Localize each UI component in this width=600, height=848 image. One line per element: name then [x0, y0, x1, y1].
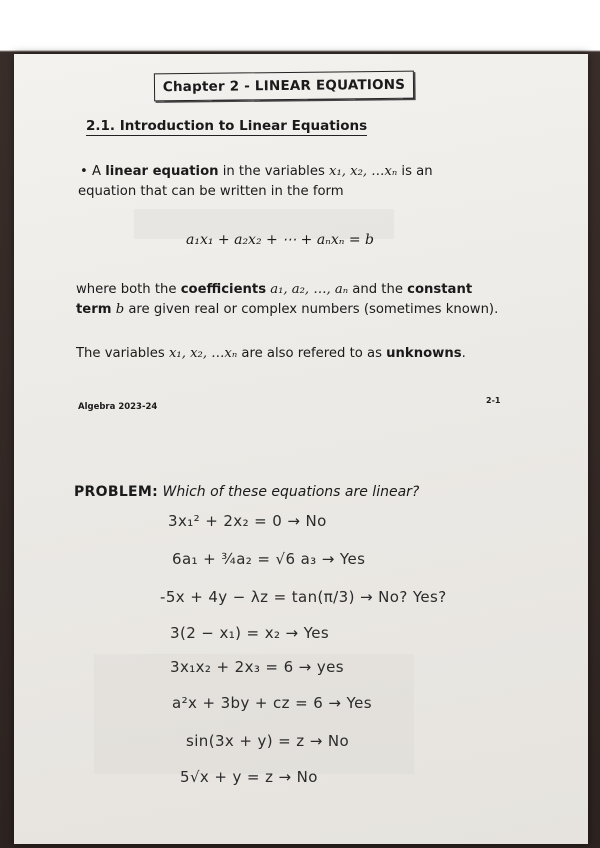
- chapter-title: Chapter 2 - LINEAR EQUATIONS: [154, 71, 414, 102]
- section-title: 2.1. Introduction to Linear Equations: [86, 118, 368, 134]
- definition-post: is an: [397, 164, 433, 179]
- coefficients-line-1: [76, 280, 472, 300]
- handwritten-answer-7: sin(3x + y) = z → No: [186, 732, 350, 750]
- coefficients-line-2: [76, 300, 498, 320]
- unknowns-pre: The variables: [76, 346, 169, 361]
- handwritten-answer-8: 5√x + y = z → No: [180, 768, 318, 786]
- definition-mid: in the variables: [218, 164, 330, 179]
- unknowns-line: [76, 344, 466, 364]
- coefficient-vars: a₁, a₂, …, aₙ: [266, 282, 349, 297]
- handwritten-answer-2: 6a₁ + ¾a₂ = √6 a₃ → Yes: [172, 550, 366, 568]
- handwritten-answer-1: 3x₁² + 2x₂ = 0 → No: [168, 512, 327, 530]
- coefficients-pre: where both the: [76, 282, 181, 297]
- bullet: •: [80, 164, 88, 179]
- handwritten-answer-4: 3(2 − x₁) = x₂ → Yes: [170, 624, 330, 642]
- term-unknowns: unknowns: [386, 346, 462, 361]
- coefficients-mid: and the: [348, 282, 408, 297]
- handwritten-answer-5: 3x₁x₂ + 2x₃ = 6 → yes: [170, 658, 344, 676]
- paper-sheet: [14, 54, 588, 844]
- problem-heading: [74, 484, 419, 500]
- variables: x₁, x₂, …xₙ: [329, 164, 398, 179]
- definition-line-2: equation that can be written in the form: [78, 184, 344, 199]
- unknowns-vars: x₁, x₂, …xₙ: [168, 346, 238, 361]
- problem-label: PROBLEM:: [74, 484, 159, 500]
- coefficients-rest: are given real or complex numbers (sometimes known).: [124, 302, 499, 317]
- definition-line-1: [80, 162, 433, 182]
- unknowns-post: .: [461, 346, 466, 361]
- problem-question: Which of these equations are linear?: [162, 484, 420, 500]
- footer-page-number: 2-1: [486, 396, 501, 405]
- definition-pre: A: [91, 164, 106, 179]
- linear-equation-formula: a₁x₁ + a₂x₂ + ⋯ + aₙxₙ = b: [186, 232, 375, 248]
- term-coefficients: coefficients: [180, 282, 267, 297]
- footer-course: Algebra 2023-24: [78, 402, 158, 412]
- handwritten-answer-6: a²x + 3by + cz = 6 → Yes: [172, 694, 372, 712]
- constant-var: b: [111, 302, 125, 317]
- term-term: term: [76, 302, 112, 317]
- handwritten-answer-3: -5x + 4y − λz = tan(π/3) → No? Yes?: [160, 588, 447, 606]
- term-constant: constant: [407, 282, 473, 297]
- term-linear-equation: linear equation: [105, 164, 219, 179]
- unknowns-mid: are also refered to as: [237, 346, 387, 361]
